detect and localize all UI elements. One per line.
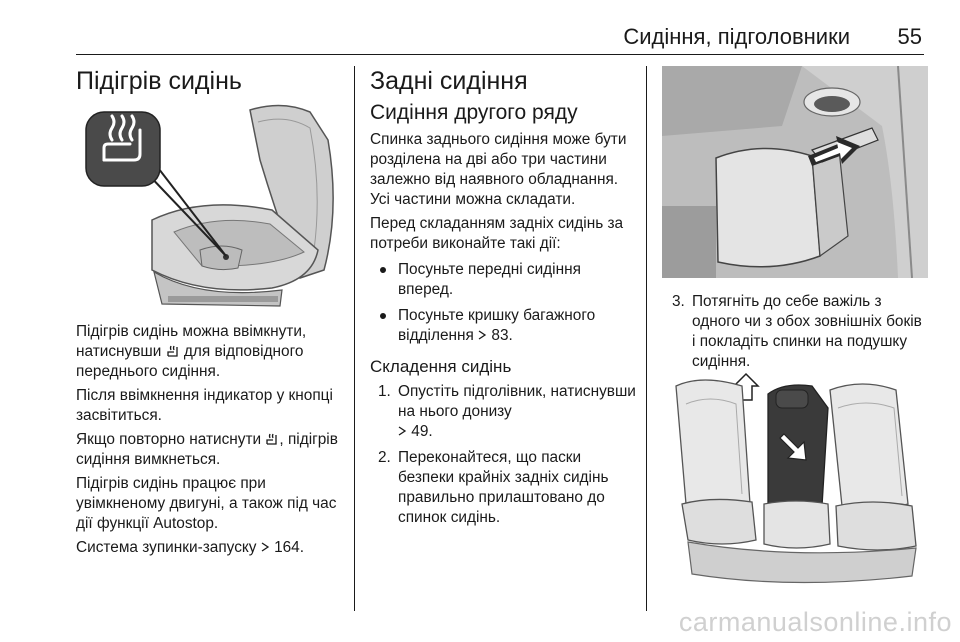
subsection-title-second-row: Сидіння другого ряду — [370, 101, 578, 124]
front-seat-heating-illustration — [82, 100, 340, 310]
bullet-list — [370, 260, 638, 346]
list-item: 1. Опустіть підголівник, натиснувши на нього донизу 49. — [378, 383, 636, 440]
column-divider — [354, 66, 355, 611]
watermark: carmanualsonline.info — [678, 607, 952, 637]
page-reference-arrow-icon — [261, 542, 270, 552]
paragraph: Перед складанням задніх сидінь за потреби виконайте такі дії: — [370, 215, 624, 252]
steps-list — [370, 382, 638, 528]
section-title-rear-seats: Задні сидіння — [370, 67, 528, 95]
paragraph: Після ввімкнення індикатор у кнопці засвітиться. — [76, 387, 333, 424]
paragraph: Спинка заднього сидіння може бути розділена на дві або три частини залежно від наявного обладнання. Усі частини можна складати. — [370, 131, 627, 208]
column-rear-seats — [370, 60, 638, 534]
bullet-dot — [380, 313, 386, 319]
page-link[interactable]: 164. — [274, 539, 305, 556]
list-item: Посуньте кришку багажного відділення 83. — [370, 306, 638, 346]
paragraph: Якщо повторно натиснути , підігрів сидіння вимкнеться. — [76, 431, 338, 468]
page-link[interactable]: 83. — [491, 327, 513, 344]
paragraph: Підігрів сидінь працює при увімкненому двигуні, а також під час дії функції Autostop. — [76, 475, 337, 532]
section-title-seat-heating: Підігрів сидінь — [76, 67, 242, 95]
page-link[interactable]: 49. — [411, 423, 433, 440]
column-divider — [646, 66, 647, 611]
header-rule — [76, 54, 924, 55]
page-header — [0, 0, 960, 58]
steps-list — [664, 292, 928, 372]
seat-heating-icon — [265, 432, 279, 446]
list-item: Посуньте передні сидіння вперед. — [370, 260, 638, 300]
column-seat-heating — [76, 60, 344, 96]
header-title: Сидіння, підголовники — [623, 24, 850, 49]
list-item: 3. Потягніть до себе важіль з одного чи з обох зовнішніх боків і покладіть спинки на подушку сидіння. — [672, 293, 922, 370]
bullet-dot — [380, 267, 386, 273]
paragraph: Підігрів сидінь можна ввімкнути, натиснувши для відповідного переднього сидіння. — [76, 323, 307, 380]
column-seat-heating-text — [76, 318, 344, 558]
subsection-title-folding: Складення сидінь — [370, 357, 512, 376]
rear-seats-folding-illustration — [672, 364, 928, 596]
paragraph: Система зупинки-запуску 164. — [76, 539, 305, 556]
list-item: 2. Переконайтеся, що паски безпеки крайніх задніх сидінь правильно прилаштовано до спинок сидінь. — [378, 449, 609, 526]
page-number: 55 — [897, 24, 922, 49]
page-reference-arrow-icon — [398, 426, 407, 436]
seat-release-lever-illustration — [662, 66, 928, 278]
seat-heating-icon — [166, 344, 180, 358]
page-reference-arrow-icon — [478, 330, 487, 340]
